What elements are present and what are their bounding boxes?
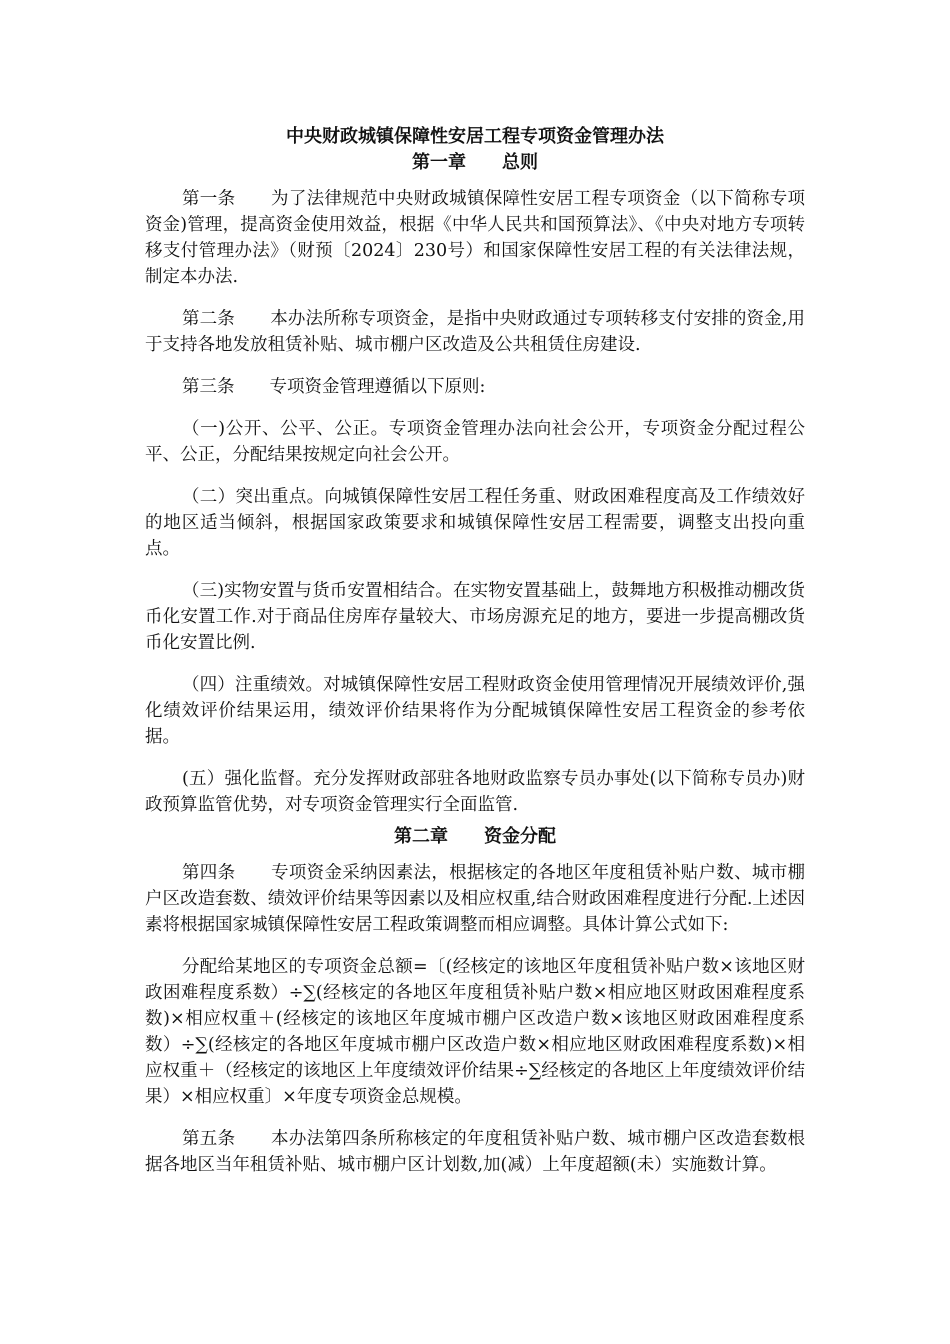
article-4: 第四条 专项资金采纳因素法，根据核定的各地区年度租赁补贴户数、城市棚户区改造套数、绩效评价结果等因素以及相应权重,结合财政困难程度进行分配.上述因素将根据国家城镇保障性安居工程政策调整而相应调整。具体计算公式如下: <box>145 863 805 935</box>
document-page <box>145 124 805 1194</box>
principle-2: （二）突出重点。向城镇保障性安居工程任务重、财政困难程度高及工作绩效好的地区适当倾斜，根据国家政策要求和城镇保障性安居工程需要，调整支出投向重点。 <box>145 487 805 559</box>
allocation-formula: 分配给某地区的专项资金总额=〔(经核定的该地区年度租赁补贴户数×该地区财政困难程度系数）÷∑(经核定的各地区年度租赁补贴户数×相应地区财政困难程度系数)×相应权重＋(经核定的该地区年度城市棚户区改造户数×该地区财政困难程度系数）÷∑(经核定的各地区年度城市棚户区改造户数×相应地区财政困难程度系数)×相应权重＋（经核定的该地区上年度绩效评价结果÷∑经核定的各地区上年度绩效评价结果）×相应权重〕×年度专项资金总规模。 <box>145 957 805 1107</box>
principle-4: （四）注重绩效。对城镇保障性安居工程财政资金使用管理情况开展绩效评价,强化绩效评价结果运用，绩效评价结果将作为分配城镇保障性安居工程资金的参考依据。 <box>145 675 805 747</box>
principle-1: （一)公开、公平、公正。专项资金管理办法向社会公开，专项资金分配过程公平、公正，分配结果按规定向社会公开。 <box>145 419 805 465</box>
article-3: 第三条 专项资金管理遵循以下原则: <box>182 377 486 397</box>
chapter-2-heading: 第二章 资金分配 <box>394 826 556 847</box>
article-1: 第一条 为了法律规范中央财政城镇保障性安居工程专项资金（以下简称专项资金)管理，提高资金使用效益，根据《中华人民共和国预算法》、《中央对地方专项转移支付管理办法》（财预〔2024〕230号）和国家保障性安居工程的有关法律法规，制定本办法. <box>145 189 805 287</box>
chapter-1-heading: 第一章 总则 <box>412 152 538 173</box>
article-5: 第五条 本办法第四条所称核定的年度租赁补贴户数、城市棚户区改造套数根据各地区当年租赁补贴、城市棚户区计划数,加(减）上年度超额(未）实施数计算。 <box>145 1129 805 1175</box>
principle-3: （三)实物安置与货币安置相结合。在实物安置基础上，鼓舞地方积极推动棚改货币化安置工作.对于商品住房库存量较大、市场房源充足的地方，要进一步提高棚改货币化安置比例. <box>145 581 805 653</box>
article-2: 第二条 本办法所称专项资金，是指中央财政通过专项转移支付安排的资金,用于支持各地发放租赁补贴、城市棚户区改造及公共租赁住房建设. <box>145 309 805 355</box>
document-title: 中央财政城镇保障性安居工程专项资金管理办法 <box>286 126 664 147</box>
principle-5: (五）强化监督。充分发挥财政部驻各地财政监察专员办事处(以下简称专员办)财政预算监管优势，对专项资金管理实行全面监管. <box>145 769 805 815</box>
